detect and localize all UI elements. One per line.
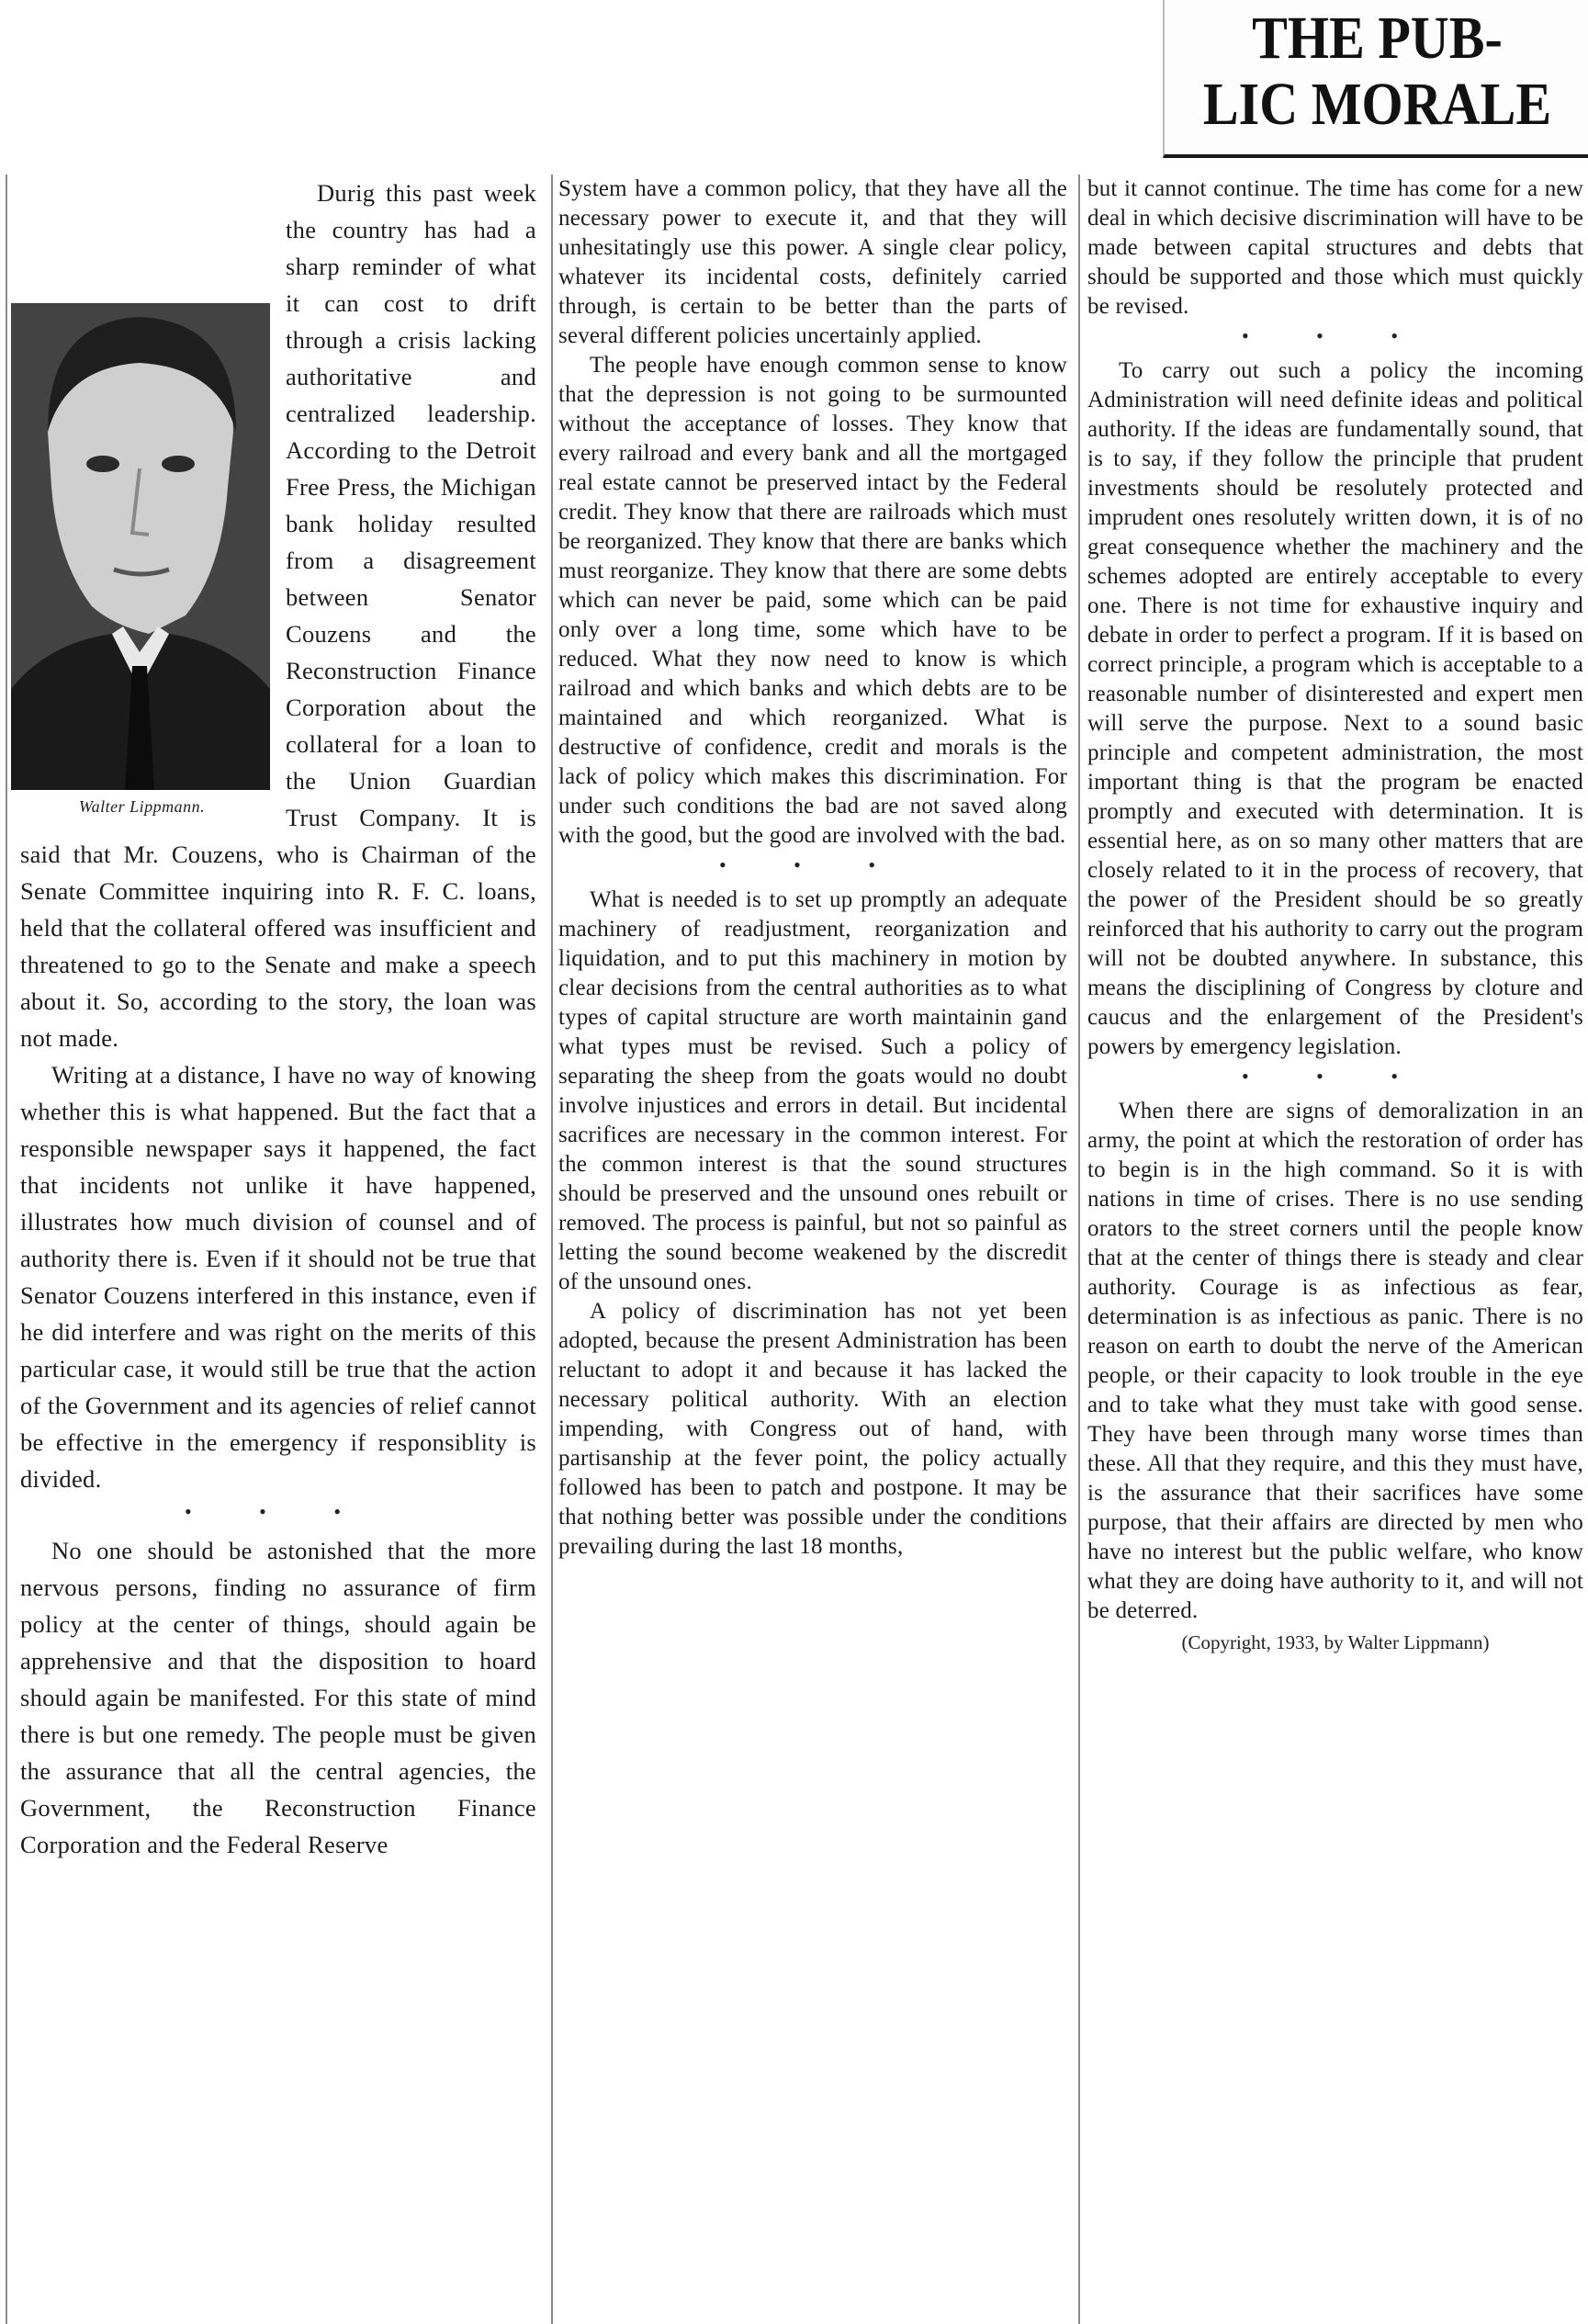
column-2 bbox=[558, 175, 1067, 1562]
col3-paragraph-1: but it cannot continue. The time has come for a new deal in which decisive discrimination will have to be made between capital structures and debts that should be supported and those which must quickly be revised. bbox=[1087, 176, 1583, 319]
col2-paragraph-3: What is needed is to set up promptly an adequate machinery of readjustment, reorganization and liquidation, and to put this machinery in motion by clear decisions from the central authorities as to what types of capital structure are worth maintainin gand what types must be revised. Such a policy of separating the sheep from the goats would no doubt involve injustices and errors in detail. But incidental sacrifices are necessary in the common interest. For the common interest is that the sound structures should be preserved and the unsound ones rebuilt or removed. The process is painful, but not so painful as letting the sound become weakened by the discredit of the unsound ones. bbox=[558, 887, 1067, 1294]
headline bbox=[1199, 6, 1554, 138]
column-1 bbox=[20, 175, 536, 1863]
section-separator: • • • bbox=[718, 853, 907, 876]
col2-paragraph-4: A policy of discrimination has not yet been adopted, because the present Administration has been reluctant to adopt it and because it has lacked the necessary political authority. With an election impending, with Congress out of hand, with partisanship at the fever point, the policy actually followed has been to patch and postpone. It may be that nothing better was possible under the conditions prevailing during the last 18 months, bbox=[558, 1299, 1067, 1559]
headline-box bbox=[1163, 0, 1588, 158]
author-photo bbox=[11, 303, 273, 818]
column-rule-1 bbox=[551, 175, 553, 2324]
column-3 bbox=[1087, 175, 1583, 1654]
portrait-image bbox=[11, 303, 270, 790]
col3-paragraph-3: When there are signs of demoralization in an army, the point at which the restoration of order has to begin is in the high command. So it is with nations in time of crises. There is no use sending orators to the street corners until the people know that at the center of things there is steady and clear authority. Courage is as infectious as fear, determination is as infectious as panic. There is no reason on earth to doubt the nerve of the American people, or their capacity to look trouble in the eye and to take what they must take with good sense. They have been through many worse times than these. All that they require, and this they must have, is the assurance that their sacrifices have some purpose, that their affairs are directed by men who have no interest but the public welfare, who know what they are doing have authority to it, and will not be deterred. bbox=[1087, 1099, 1583, 1623]
col1-paragraph-2: Writing at a distance, I have no way of knowing whether this is what happened. But the fact that a responsible newspaper says it happened, the fact that incidents not unlike it have happened, illustrates how much division of counsel and of authority there is. Even if it should not be true that Senator Couzens interfered in this instance, even if he did interfere and was right on the merits of this particular case, it would still be true that the action of the Government and its agencies of relief cannot be effective in the emergency if responsiblity is divided. bbox=[20, 1061, 536, 1493]
section-separator: • • • bbox=[184, 1500, 373, 1523]
col3-paragraph-2: To carry out such a policy the incoming Administration will need definite ideas and political authority. If the ideas are fundamentally sound, that is to say, if they follow the principle that prudent investments should be resolutely protected and imprudent ones resolutely written down, it is of no great consequence whether the machinery and the schemes adopted are entirely acceptable to every one. There is not time for exhaustive inquiry and debate in order to perfect a program. If it is based on correct principle, a program which is acceptable to a reasonable number of disinterested and expert men will serve the purpose. Next to a sound basic principle and competent administration, the most important thing is that the program be enacted promptly and executed with determination. It is essential here, as on so many other matters that are closely related to it in the process of recovery, that the power of the President should be so greatly reinforced that his authority to carry out the program will not be doubted anywhere. In substance, this means the disciplining of Congress by cloture and caucus and the enlargement of the President's powers by emergency legislation. bbox=[1087, 358, 1583, 1059]
column-rule-left bbox=[6, 175, 7, 2324]
section-separator: • • • bbox=[1241, 1065, 1430, 1088]
column-rule-2 bbox=[1078, 175, 1080, 2324]
copyright-line: (Copyright, 1933, by Walter Lippmann) bbox=[1181, 1631, 1490, 1653]
col1-paragraph-1: Durig this past week the country has had a sharp reminder of what it can cost to drift through a crisis lacking authoritative and centralized leadership. According to the Detroit Free Press, the Michigan bank holiday resulted from a disagreement between Senator Couzens and the Reconstruction Finance Corporation about the collateral for a loan to the Union Guardian Trust Company. It is said that Mr. Couzens, who is Chairman of the Senate Committee inquiring into R. F. C. loans, held that the collateral offered was insufficient and threatened to go to the Senate and make a speech about it. So, according to the story, the loan was not made. bbox=[20, 179, 536, 1052]
headline-text: THE PUB- LIC MORALE bbox=[1202, 5, 1552, 138]
col2-paragraph-2: The people have enough common sense to know that the depression is not going to be surmounted without the acceptance of losses. They know that every railroad and every bank and all the mortgaged real estate cannot be preserved intact by the Federal credit. They know that there are railroads which must be reorganized. They know that there are banks which must reorganize. They know that there are some debts which can never be paid, some which can be paid only over a long time, some which have to be reduced. What they now need to know is which railroad and which banks and which debts are to be maintained and which reorganized. What is destructive of confidence, credit and morals is the lack of policy which makes this discrimination. For under such conditions the bad are not saved along with the good, but the good are involved with the bad. bbox=[558, 353, 1067, 848]
photo-caption: Walter Lippmann. bbox=[78, 797, 206, 816]
col1-paragraph-3: No one should be astonished that the more nervous persons, finding no assurance of firm policy at the center of things, should again be apprehensive and that the disposition to hoard should again be manifested. For this state of mind there is but one remedy. The people must be given the assurance that all the central agencies, the Government, the Reconstruction Finance Corporation and the Federal Reserve bbox=[20, 1537, 536, 1858]
section-separator: • • • bbox=[1241, 324, 1430, 347]
col2-paragraph-1: System have a common policy, that they have all the necessary power to execute it, and that they will unhesitatingly use this power. A single clear policy, whatever its incidental costs, definitely carried through, is certain to be better than the parts of several different policies uncertainly applied. bbox=[558, 176, 1067, 348]
